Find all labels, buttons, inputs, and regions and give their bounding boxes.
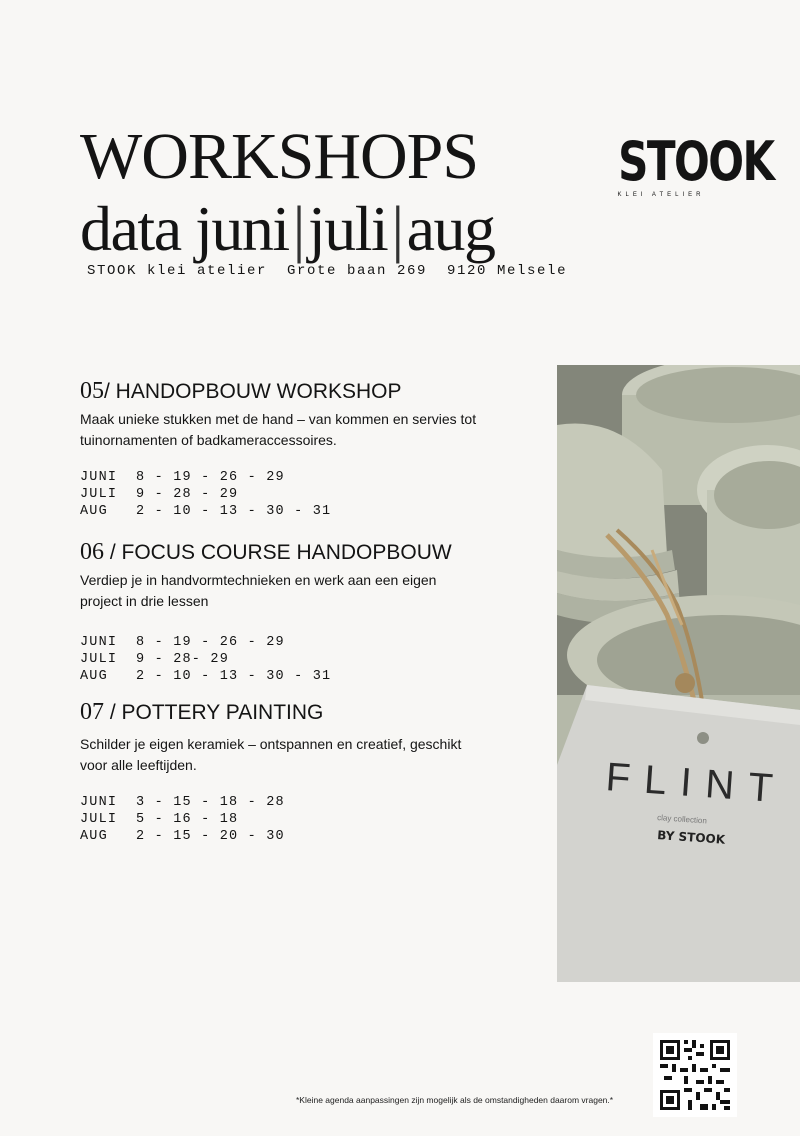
workshop-section-07 <box>80 697 540 845</box>
stook-logo <box>606 130 774 198</box>
date-month: JULI <box>80 652 118 667</box>
date-days: 2 - 15 - 20 - 30 <box>136 829 285 844</box>
tag-small-text: clay collection <box>656 813 708 826</box>
subtitle-separator: | <box>391 193 403 264</box>
date-month: AUG <box>80 829 108 844</box>
subtitle-separator: | <box>292 193 304 264</box>
section-number: 05 <box>80 378 104 404</box>
logo-word: STOOK <box>618 130 774 193</box>
description-line: Verdiep je in handvormtechnieken en werk aan een eigen <box>80 572 437 588</box>
tag-word: FLINT <box>604 755 789 812</box>
date-list <box>80 469 540 520</box>
date-month: JUNI <box>80 470 118 485</box>
ceramics-photo <box>557 365 800 982</box>
qr-code-icon <box>653 1033 737 1117</box>
date-days: 8 - 19 - 26 - 29 <box>136 470 285 485</box>
page-subtitle <box>80 192 495 266</box>
description-line: Maak unieke stukken met de hand – van kommen en servies tot <box>80 411 477 427</box>
date-days: 9 - 28- 29 <box>136 652 230 667</box>
workshop-section-06 <box>80 537 540 685</box>
date-days: 2 - 10 - 13 - 30 - 31 <box>136 669 332 684</box>
section-description <box>80 734 540 776</box>
description-line: tuinornamenten of badkameraccessoires. <box>80 432 337 448</box>
section-heading <box>80 697 540 730</box>
date-days: 9 - 28 - 29 <box>136 487 239 502</box>
section-title: / HANDOPBOUW WORKSHOP <box>104 380 402 403</box>
date-row <box>80 503 540 520</box>
date-row <box>80 486 540 503</box>
section-number: 06 <box>80 539 104 565</box>
date-days: 5 - 16 - 18 <box>136 812 239 827</box>
date-list <box>80 794 540 845</box>
address: STOOK klei atelier Grote baan 269 9120 Melsele <box>87 263 568 279</box>
description-line: voor alle leeftijden. <box>80 757 197 773</box>
date-row <box>80 828 540 845</box>
date-days: 3 - 15 - 18 - 28 <box>136 795 285 810</box>
ceramics-illustration <box>557 365 800 982</box>
date-days: 8 - 19 - 26 - 29 <box>136 635 285 650</box>
section-number: 07 <box>80 699 104 725</box>
logo-subtitle: KLEI ATELIER <box>617 192 705 198</box>
description-line: project in drie lessen <box>80 593 209 609</box>
section-heading <box>80 376 540 409</box>
description-line: Schilder je eigen keramiek – ontspannen en creatief, geschikt <box>80 736 462 752</box>
section-description <box>80 570 540 612</box>
date-row <box>80 811 540 828</box>
date-month: JUNI <box>80 795 118 810</box>
date-row <box>80 634 540 651</box>
date-list <box>80 634 540 685</box>
subtitle-part: aug <box>406 193 495 264</box>
disclaimer: *Kleine agenda aanpassingen zijn mogelijk als de omstandigheden daarom vragen.* <box>296 1095 614 1105</box>
subtitle-part: juli <box>307 193 388 264</box>
section-title: / POTTERY PAINTING <box>104 701 324 724</box>
page-title: WORKSHOPS <box>80 120 479 193</box>
date-row <box>80 651 540 668</box>
section-description <box>80 409 540 451</box>
date-month: AUG <box>80 669 108 684</box>
date-month: JULI <box>80 487 118 502</box>
section-heading <box>80 537 540 570</box>
date-row <box>80 469 540 486</box>
date-month: JUNI <box>80 635 118 650</box>
qr-code[interactable] <box>653 1033 737 1117</box>
date-month: AUG <box>80 504 108 519</box>
date-row <box>80 794 540 811</box>
date-month: JULI <box>80 812 118 827</box>
date-days: 2 - 10 - 13 - 30 - 31 <box>136 504 332 519</box>
subtitle-part: data juni <box>80 193 289 264</box>
date-row <box>80 668 540 685</box>
tag-brand: BY STOOK <box>656 828 726 847</box>
workshop-section-05 <box>80 376 540 520</box>
section-title: / FOCUS COURSE HANDOPBOUW <box>104 541 452 564</box>
